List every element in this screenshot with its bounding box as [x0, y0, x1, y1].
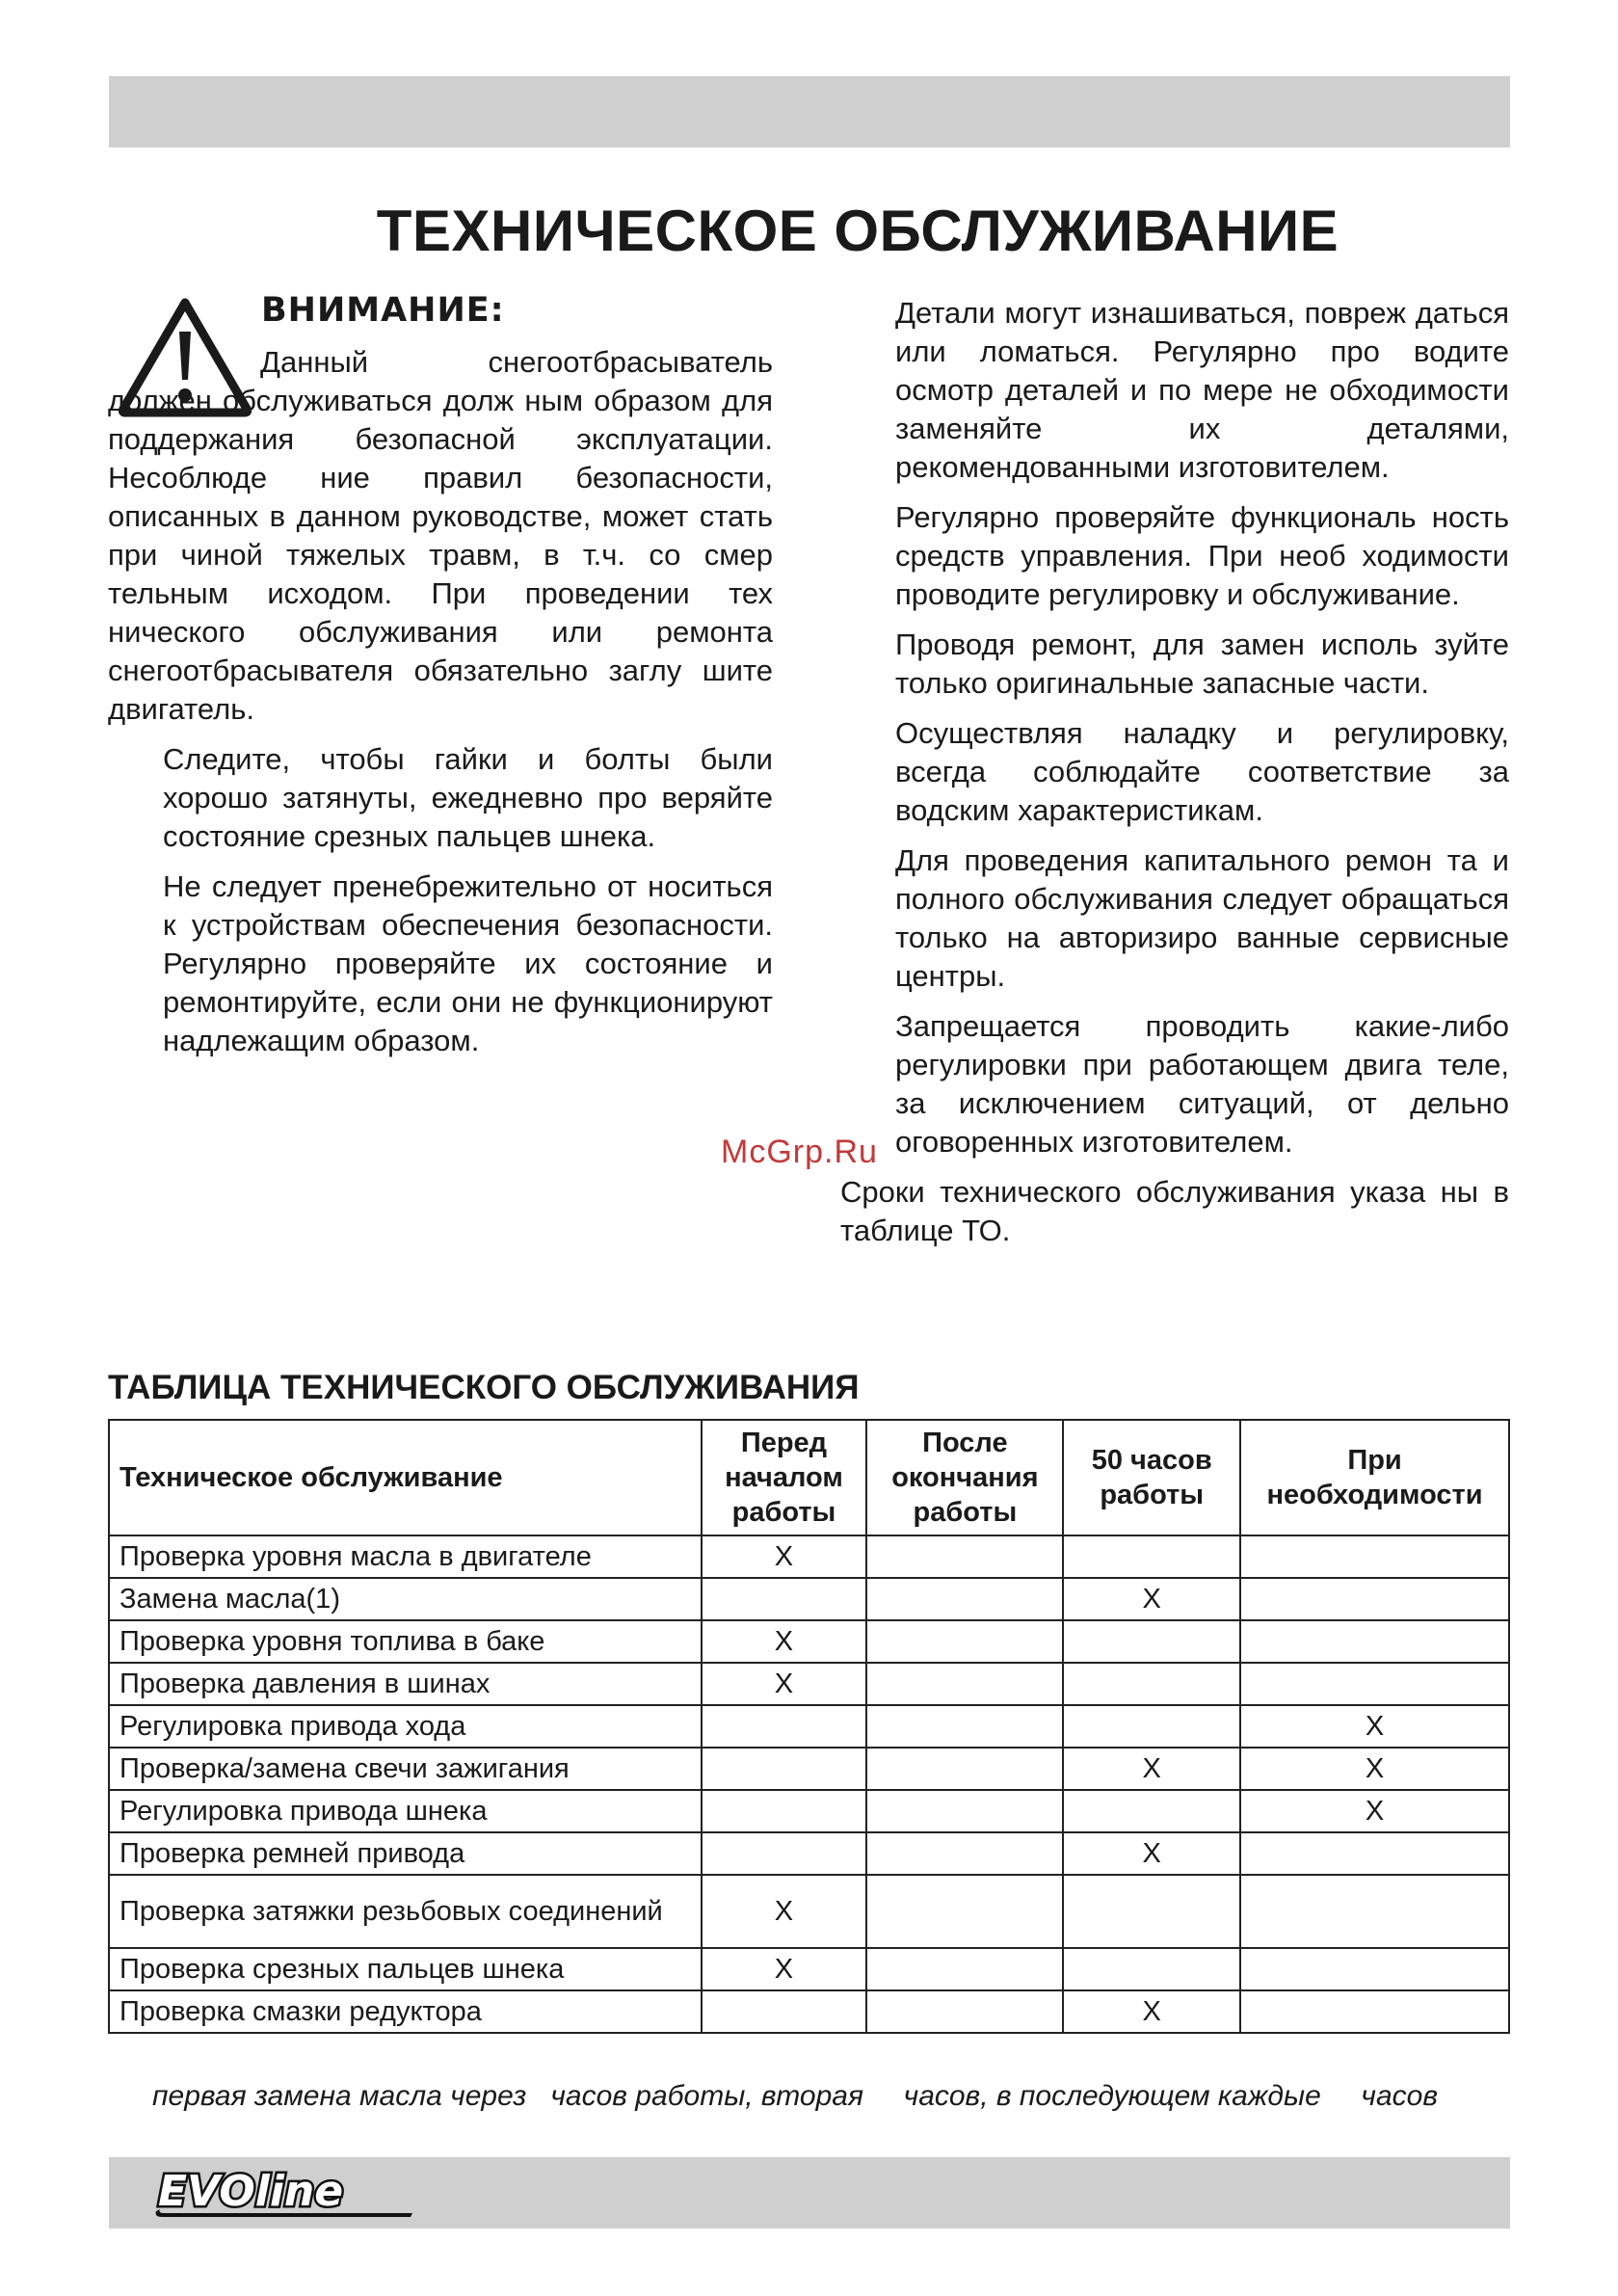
header-bar	[109, 76, 1510, 147]
task-name: Проверка ремней привода	[109, 1832, 702, 1875]
task-name: Проверка уровня масла в двигателе	[109, 1535, 702, 1578]
table-row	[109, 1620, 1509, 1663]
table-row	[109, 1990, 1509, 2033]
mark-after	[866, 1705, 1063, 1748]
task-name: Проверка затяжки резьбовых соединений	[109, 1875, 702, 1948]
mark-needed	[1240, 1620, 1509, 1663]
mark-needed	[1240, 1875, 1509, 1948]
running-engine-paragraph: Запрещается проводить какие-либо регулировки при работающем двига теле, за исключением ситуаций, от дельно оговоренных изготовителем.	[895, 1009, 1509, 1159]
mark-50h	[1063, 1875, 1240, 1948]
mark-before	[702, 1705, 867, 1748]
mark-after	[866, 1748, 1063, 1790]
mark-after	[866, 1578, 1063, 1620]
warning-paragraph: Данный снегоотбрасыватель должен обслуживаться долж ным образом для поддержания безопасной эксплуатации. Несоблюде ние правил безопасности, описанных в данном руководстве, может стать при чиной тяжелых травм, в т.ч. со смер тельным исходом. При проведении тех нического обслуживания или ремонта снегоотбрасывателя обязательно заглу шите двигатель.	[108, 345, 773, 726]
mark-needed	[1240, 1663, 1509, 1705]
mark-before	[702, 1990, 867, 2033]
task-name: Замена масла(1)	[109, 1578, 702, 1620]
mark-before: X	[702, 1948, 867, 1990]
brand-text: EVOline	[158, 2167, 344, 2216]
table-row	[109, 1748, 1509, 1790]
mark-needed	[1240, 1948, 1509, 1990]
task-name: Проверка срезных пальцев шнека	[109, 1948, 702, 1990]
task-name: Проверка смазки редуктора	[109, 1990, 702, 2033]
header-maintenance: Техническое обслуживание	[109, 1420, 702, 1535]
task-name: Регулировка привода шнека	[109, 1790, 702, 1832]
table-row	[109, 1790, 1509, 1832]
task-name: Проверка/замена свечи зажигания	[109, 1748, 702, 1790]
table-row	[109, 1948, 1509, 1990]
mark-before	[702, 1832, 867, 1875]
table-row	[109, 1875, 1509, 1948]
table-row	[109, 1705, 1509, 1748]
mark-50h	[1063, 1663, 1240, 1705]
mark-50h: X	[1063, 1748, 1240, 1790]
mark-needed	[1240, 1990, 1509, 2033]
right-column	[840, 294, 1509, 1262]
mark-after	[866, 1535, 1063, 1578]
footnote: первая замена масла через часов работы, вторая часов, в последующем каждые часов	[152, 2080, 1438, 2112]
parts-paragraph: Детали могут изнашиваться, повреж даться или ломаться. Регулярно про водите осмотр деталей и по мере не обходимости заменяйте их деталями, рекомендованными изготовителем.	[895, 296, 1509, 484]
service-center-paragraph: Для проведения капитального ремон та и полного обслуживания следует обращаться только на авторизиро ванные сервисные центры.	[895, 843, 1509, 993]
mark-before: X	[702, 1663, 867, 1705]
adjustment-paragraph: Осуществляя наладку и регулировку, всегда соблюдайте соответствие за водским характеристикам.	[895, 716, 1509, 827]
mark-before	[702, 1748, 867, 1790]
mark-needed	[1240, 1832, 1509, 1875]
mark-50h	[1063, 1790, 1240, 1832]
header-50-hours: 50 часов работы	[1063, 1420, 1240, 1535]
controls-paragraph: Регулярно проверяйте функциональ ность средств управления. При необ ходимости проводите регулировку и обслуживание.	[895, 500, 1509, 611]
watermark: McGrp.Ru	[721, 1134, 878, 1170]
header-when-needed: При необходимости	[1240, 1420, 1509, 1535]
mark-needed	[1240, 1578, 1509, 1620]
mark-50h	[1063, 1535, 1240, 1578]
mark-before	[702, 1578, 867, 1620]
mark-50h: X	[1063, 1990, 1240, 2033]
mark-needed: X	[1240, 1748, 1509, 1790]
original-parts-paragraph: Проводя ремонт, для замен исполь зуйте только оригинальные запасные части.	[895, 627, 1509, 700]
mark-before: X	[702, 1620, 867, 1663]
mark-before	[702, 1790, 867, 1832]
mark-needed	[1240, 1535, 1509, 1578]
table-row	[109, 1578, 1509, 1620]
warning-heading: ВНИМАНИЕ:	[261, 291, 505, 330]
table-row	[109, 1832, 1509, 1875]
mark-50h	[1063, 1948, 1240, 1990]
mark-needed: X	[1240, 1705, 1509, 1748]
safety-devices-paragraph: Не следует пренебрежительно от носиться к устройствам обеспечения безопасности. Регулярно проверяйте их состояние и ремонтируйте, если они не функционируют надлежащим образом.	[163, 869, 773, 1057]
mark-50h	[1063, 1705, 1240, 1748]
table-row	[109, 1663, 1509, 1705]
mark-after	[866, 1663, 1063, 1705]
task-name: Проверка давления в шинах	[109, 1663, 702, 1705]
mark-50h: X	[1063, 1578, 1240, 1620]
mark-after	[866, 1990, 1063, 2033]
task-name: Проверка уровня топлива в баке	[109, 1620, 702, 1663]
left-column	[108, 343, 773, 1072]
schedule-paragraph: Сроки технического обслуживания указа ны в таблице ТО.	[840, 1175, 1509, 1247]
header-after-work: После окончания работы	[866, 1420, 1063, 1535]
mark-before: X	[702, 1535, 867, 1578]
table-row	[109, 1535, 1509, 1578]
maintenance-table	[108, 1419, 1510, 2034]
table-title: ТАБЛИЦА ТЕХНИЧЕСКОГО ОБСЛУЖИВАНИЯ	[108, 1369, 860, 1406]
mark-after	[866, 1875, 1063, 1948]
mark-after	[866, 1832, 1063, 1875]
bolts-paragraph: Следите, чтобы гайки и болты были хорошо затянуты, ежедневно про веряйте состояние срезных пальцев шнека.	[163, 742, 773, 853]
mark-after	[866, 1790, 1063, 1832]
header-before-work: Перед началом работы	[702, 1420, 867, 1535]
page-title: ТЕХНИЧЕСКОЕ ОБСЛУЖИВАНИЕ	[376, 199, 1339, 263]
mark-needed: X	[1240, 1790, 1509, 1832]
mark-before: X	[702, 1875, 867, 1948]
mark-50h	[1063, 1620, 1240, 1663]
task-name: Регулировка привода хода	[109, 1705, 702, 1748]
mark-after	[866, 1948, 1063, 1990]
evoline-logo	[150, 2165, 430, 2219]
mark-after	[866, 1620, 1063, 1663]
mark-50h: X	[1063, 1832, 1240, 1875]
table-header-row	[109, 1420, 1509, 1535]
